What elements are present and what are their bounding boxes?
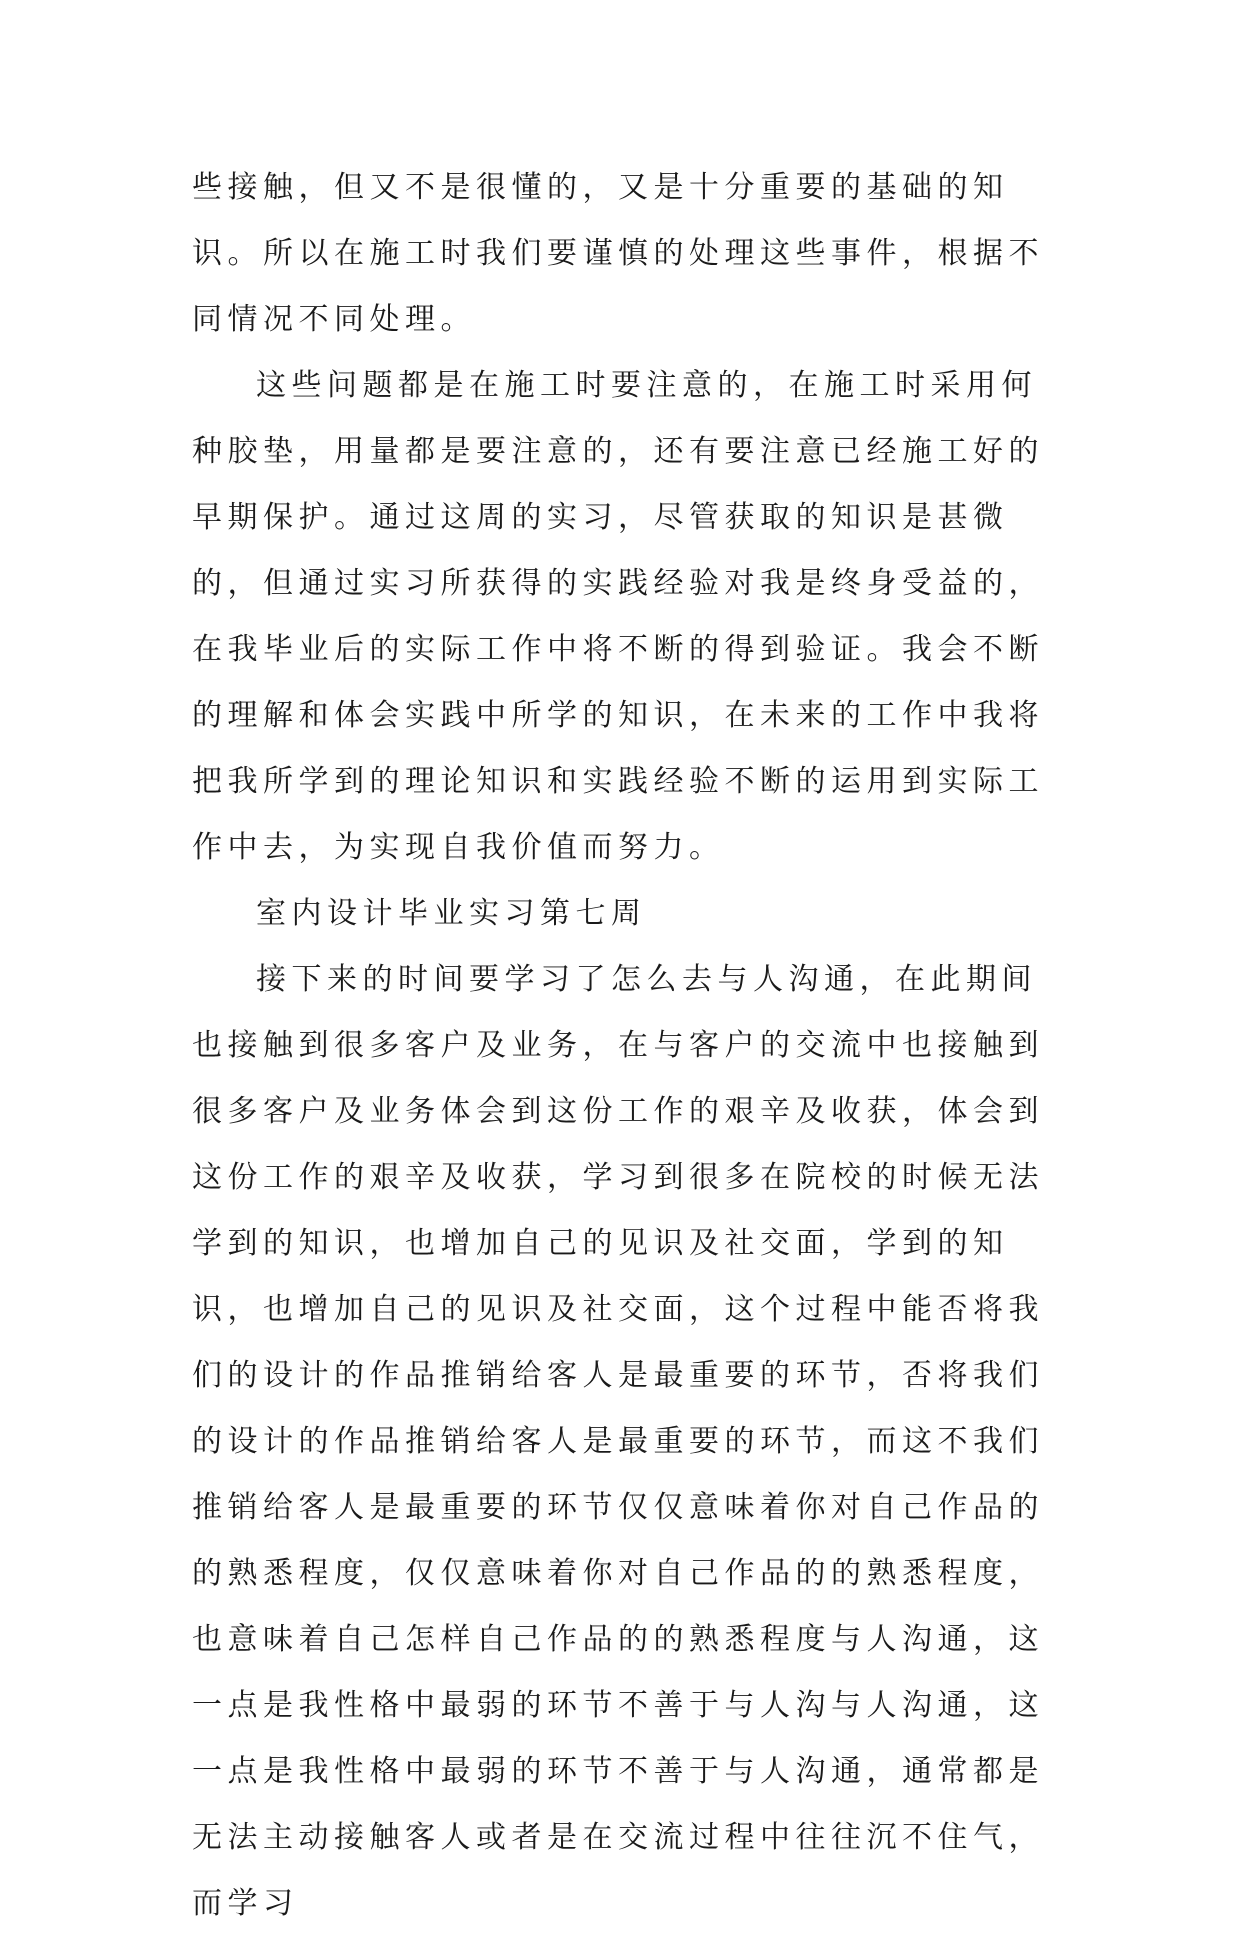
body-text xyxy=(192,155,1052,1937)
paragraph-continuation: 些接触，但又不是很懂的，又是十分重要的基础的知识。所以在施工时我们要谨慎的处理这些事件，根据不同情况不同处理。 xyxy=(192,170,1044,337)
section-heading-week-seven: 室内设计毕业实习第七周 xyxy=(256,896,647,931)
paragraph-communication: 接下来的时间要学习了怎么去与人沟通，在此期间也接触到很多客户及业务，在与客户的交流中也接触到很多客户及业务体会到这份工作的艰辛及收获，体会到这份工作的艰辛及收获，学习到很多在院校的时候无法学到的知识，也增加自己的见识及社交面，学到的知识，也增加自己的见识及社交面，这个过程中能否将我们的设计的作品推销给客人是最重要的环节，否将我们的设计的作品推销给客人是最重要的环节，而这不我们推销给客人是最重要的环节仅仅意味着你对自己作品的的熟悉程度，仅仅意味着你对自己作品的的熟悉程度，也意味着自己怎样自己作品的的熟悉程度与人沟通，这一点是我性格中最弱的环节不善于与人沟与人沟通，这一点是我性格中最弱的环节不善于与人沟通，通常都是无法主动接触客人或者是在交流过程中往往沉不住气，而学习 xyxy=(192,962,1044,1921)
paragraph-construction-notes: 这些问题都是在施工时要注意的，在施工时采用何种胶垫，用量都是要注意的，还有要注意已经施工好的早期保护。通过这周的实习，尽管获取的知识是甚微的，但通过实习所获得的实践经验对我是终身受益的，在我毕业后的实际工作中将不断的得到验证。我会不断的理解和体会实践中所学的知识，在未来的工作中我将把我所学到的理论知识和实践经验不断的运用到实际工作中去，为实现自我价值而努力。 xyxy=(192,368,1044,865)
